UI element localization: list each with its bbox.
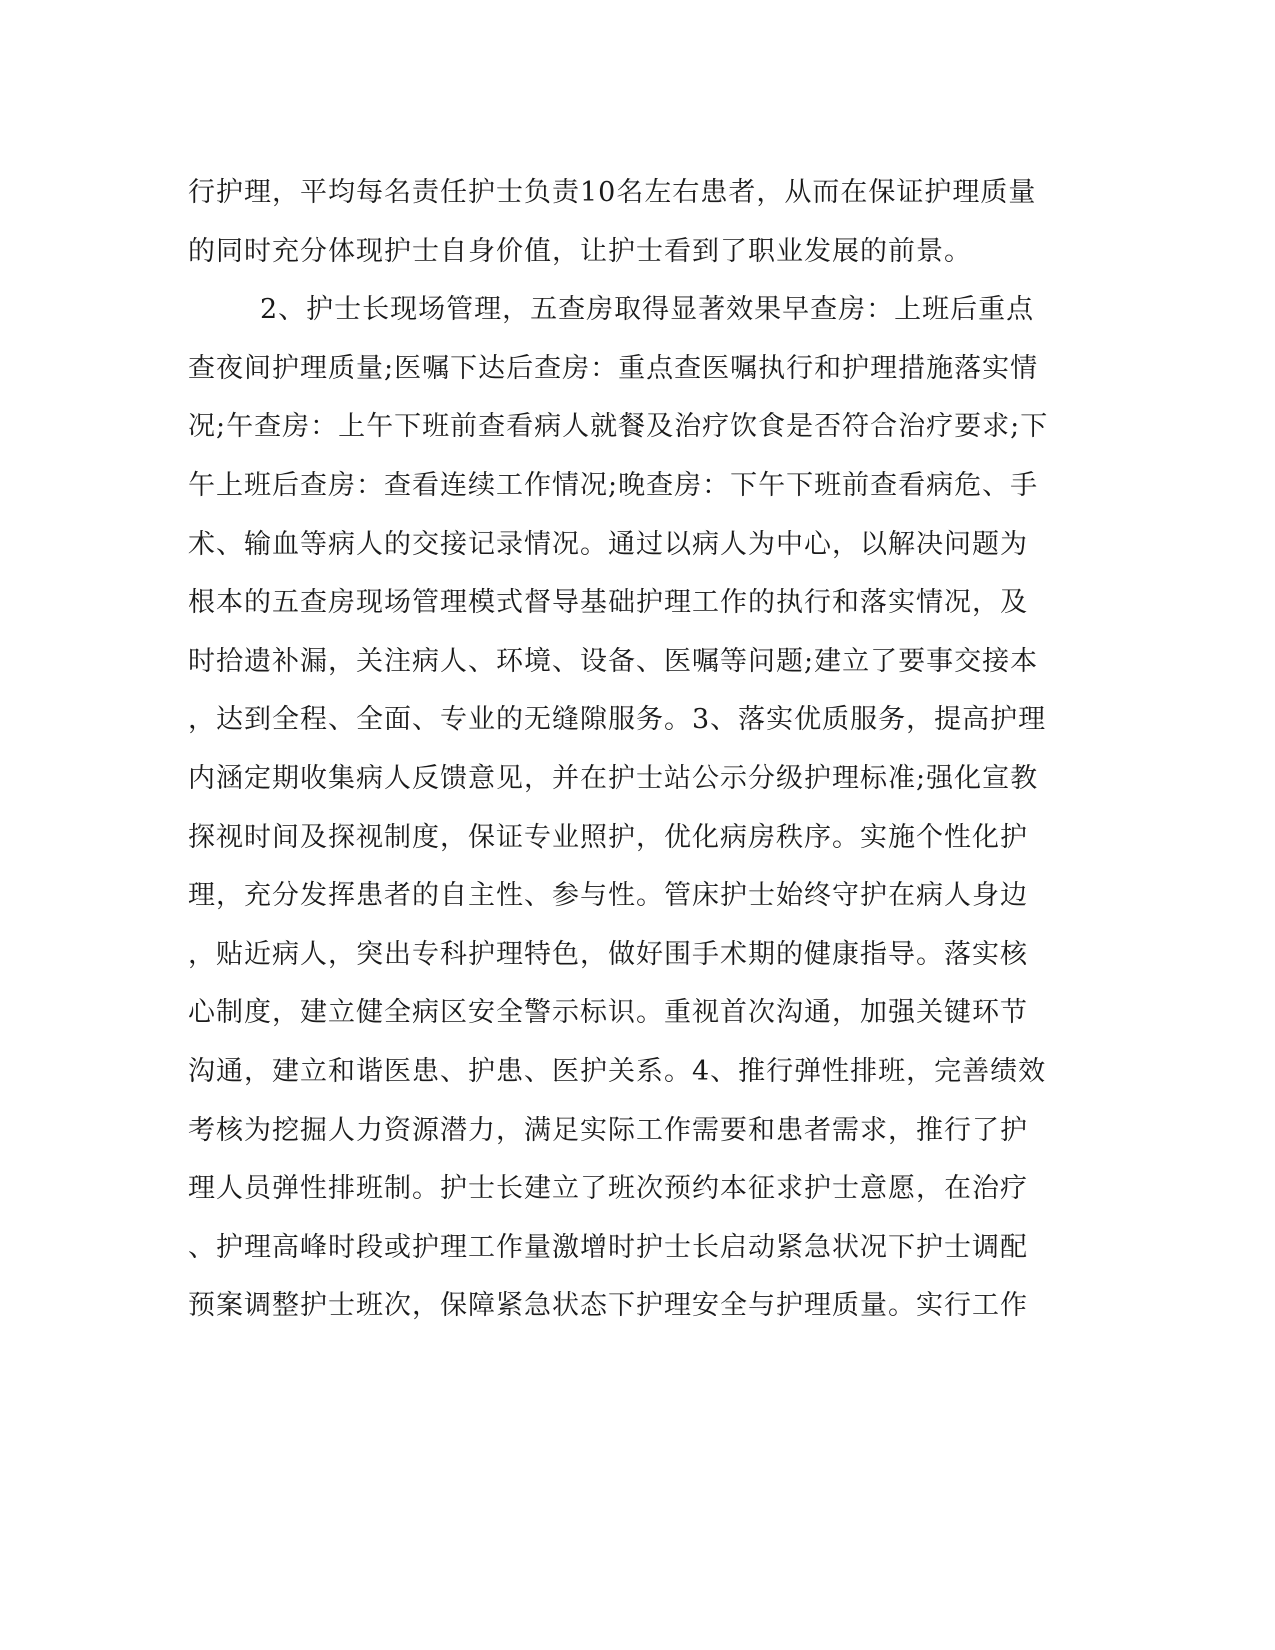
text-line: 心制度，建立健全病区安全警示标识。重视首次沟通，加强关键环节 [188,997,1028,1029]
body-text [188,164,1088,1336]
text-line: 、护理高峰时段或护理工作量激增时护士长启动紧急状况下护士调配 [188,1231,1028,1263]
text-line: 探视时间及探视制度，保证专业照护，优化病房秩序。实施个性化护 [188,821,1028,853]
text-line: 2、护士长现场管理，五查房取得显著效果早查房：上班后重点 [260,294,1035,326]
text-line: 行护理，平均每名责任护士负责10名左右患者，从而在保证护理质量 [188,177,1037,208]
text-line: ，贴近病人，突出专科护理特色，做好围手术期的健康指导。落实核 [188,938,1028,970]
text-line: 术、输血等病人的交接记录情况。通过以病人为中心，以解决问题为 [188,528,1028,560]
text-line: ，达到全程、全面、专业的无缝隙服务。3、落实优质服务，提高护理 [188,704,1047,736]
text-line: 考核为挖掘人力资源潜力，满足实际工作需要和患者需求，推行了护 [188,1114,1028,1146]
text-line: 时拾遗补漏，关注病人、环境、设备、医嘱等问题;建立了要事交接本 [188,645,1039,677]
text-line: 理人员弹性排班制。护士长建立了班次预约本征求护士意愿，在治疗 [188,1173,1028,1205]
text-line: 根本的五查房现场管理模式督导基础护理工作的执行和落实情况，及 [188,587,1028,619]
text-line: 理，充分发挥患者的自主性、参与性。管床护士始终守护在病人身边 [188,880,1028,912]
text-line: 查夜间护理质量;医嘱下达后查房：重点查医嘱执行和护理措施落实情 [188,352,1039,384]
text-line: 的同时充分体现护士自身价值，让护士看到了职业发展的前景。 [188,235,972,267]
text-line: 况;午查房：上午下班前查看病人就餐及治疗饮食是否符合治疗要求;下 [188,411,1049,443]
text-line: 午上班后查房：查看连续工作情况;晚查房：下午下班前查看病危、手 [188,469,1039,501]
text-line: 内涵定期收集病人反馈意见，并在护士站公示分级护理标准;强化宣教 [188,762,1039,794]
text-line: 预案调整护士班次，保障紧急状态下护理安全与护理质量。实行工作 [188,1290,1028,1322]
text-line: 沟通，建立和谐医患、护患、医护关系。4、推行弹性排班，完善绩效 [188,1055,1047,1087]
